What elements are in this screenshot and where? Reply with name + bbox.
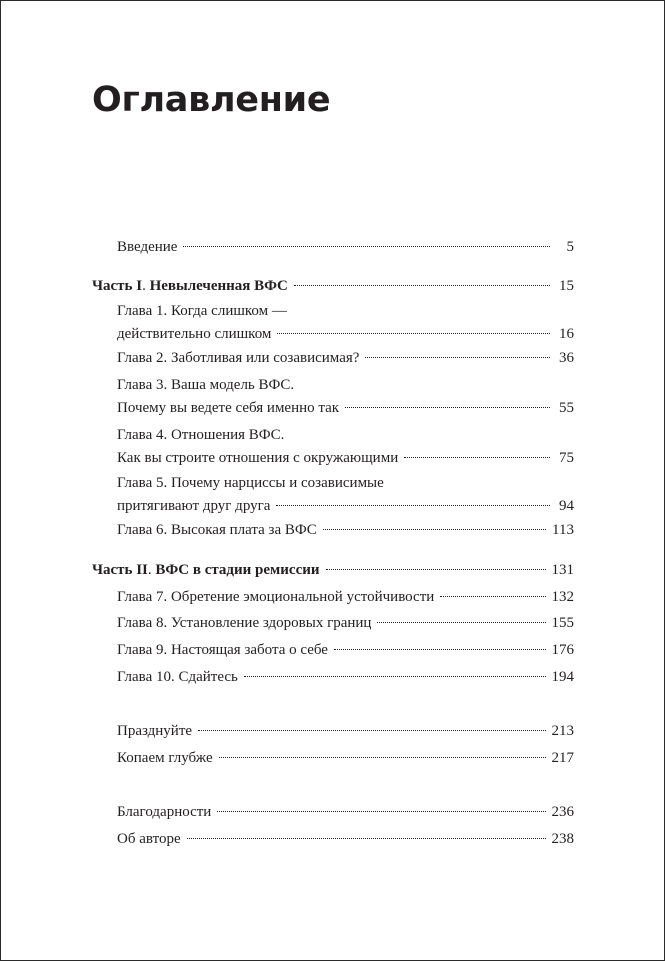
dot-leader xyxy=(183,246,550,247)
dot-leader xyxy=(276,505,550,506)
toc-entry-title: Введение xyxy=(117,239,178,255)
toc-entry-chapter-3[interactable] xyxy=(117,374,574,420)
part-name: Невылеченная ВФС xyxy=(149,278,288,294)
dot-leader xyxy=(187,838,546,839)
toc-page-number: 194 xyxy=(551,669,574,685)
part-label: Часть I xyxy=(92,278,143,294)
part-label: Часть II xyxy=(92,562,148,578)
toc-page-number: 16 xyxy=(559,326,574,342)
dot-leader xyxy=(440,596,545,597)
toc-page-number: 155 xyxy=(551,615,574,631)
toc-page-number: 213 xyxy=(551,723,574,739)
toc-entry-title-line: Глава 4. Отношения ВФС. xyxy=(117,427,285,443)
toc-page-number: 238 xyxy=(551,831,574,847)
toc-entry-chapter-1[interactable] xyxy=(117,300,574,346)
toc-entry-chapter-5[interactable] xyxy=(117,472,574,518)
toc-part-1[interactable] xyxy=(92,275,574,298)
toc-entry-title: Глава 8. Установление здоровых границ xyxy=(117,615,372,631)
toc-entry-chapter-2[interactable] xyxy=(117,347,574,370)
toc-entry-chapter-8[interactable] xyxy=(117,612,574,635)
toc-entry-chapter-9[interactable] xyxy=(117,639,574,662)
toc-entry-dig-deeper[interactable] xyxy=(117,747,574,770)
dot-leader xyxy=(277,333,550,334)
toc-entry-title: Об авторе xyxy=(117,831,181,847)
toc-page-number: 176 xyxy=(551,642,574,658)
toc-entry-chapter-6[interactable] xyxy=(117,519,574,542)
part-name: ВФС в стадии ремиссии xyxy=(155,562,320,578)
toc-entry-title: Глава 9. Настоящая забота о себе xyxy=(117,642,328,658)
toc-entry-title-line: Как вы строите отношения с окружающими xyxy=(117,450,399,466)
toc-entry-celebrate[interactable] xyxy=(117,720,574,743)
dot-leader xyxy=(323,529,546,530)
toc-entry-acknowledgements[interactable] xyxy=(117,801,574,824)
toc-page-number: 131 xyxy=(551,562,574,578)
toc-entry-title: Глава 7. Обретение эмоциональной устойчивости xyxy=(117,589,435,605)
toc-entry-title-line: действительно слишком xyxy=(117,326,272,342)
toc-entry-title-line: Почему вы ведете себя именно так xyxy=(117,400,340,416)
toc-page-number: 36 xyxy=(559,350,574,366)
toc-page-number: 75 xyxy=(559,450,574,466)
toc-entry-chapter-7[interactable] xyxy=(117,586,574,609)
dot-leader xyxy=(377,622,545,623)
toc-entry-title-line: Глава 5. Почему нарциссы и созависимые xyxy=(117,475,384,491)
dot-leader xyxy=(217,811,545,812)
toc-entry-about-author[interactable] xyxy=(117,828,574,851)
toc-page-number: 5 xyxy=(566,239,574,255)
page-title: Оглавление xyxy=(92,80,331,120)
toc-entry-title: Глава 6. Высокая плата за ВФС xyxy=(117,522,317,538)
dot-leader xyxy=(404,457,550,458)
toc-entry-title: Благодарности xyxy=(117,804,212,820)
toc-page-number: 113 xyxy=(552,522,574,538)
toc-page-number: 217 xyxy=(551,750,574,766)
toc-entry-title-line: притягивают друг друга xyxy=(117,498,271,514)
toc-entry-chapter-10[interactable] xyxy=(117,666,574,689)
toc-entry-title: Празднуйте xyxy=(117,723,193,739)
toc-page-number: 15 xyxy=(559,278,574,294)
dot-leader xyxy=(345,407,550,408)
toc-entry-chapter-4[interactable] xyxy=(117,424,574,470)
part-separator: . xyxy=(147,562,152,578)
dot-leader xyxy=(198,730,545,731)
toc-page-number: 132 xyxy=(551,589,574,605)
dot-leader xyxy=(365,357,550,358)
dot-leader xyxy=(244,676,546,677)
dot-leader xyxy=(334,649,546,650)
toc-entry-title: Глава 10. Сдайтесь xyxy=(117,669,238,685)
toc-part-2[interactable] xyxy=(92,559,574,582)
part-separator: . xyxy=(142,278,146,294)
toc-entry-intro[interactable] xyxy=(117,236,574,259)
toc-page-number: 94 xyxy=(559,498,574,514)
part-heading xyxy=(92,559,320,582)
dot-leader xyxy=(326,569,546,570)
dot-leader xyxy=(219,757,546,758)
toc-page-number: 236 xyxy=(551,804,574,820)
toc-entry-title-line: Глава 3. Ваша модель ВФС. xyxy=(117,377,295,393)
toc-page-number: 55 xyxy=(559,400,574,416)
toc-entry-title-line: Глава 1. Когда слишком — xyxy=(117,303,287,319)
dot-leader xyxy=(294,285,550,286)
toc-entry-title: Копаем глубже xyxy=(117,750,213,766)
part-heading xyxy=(92,275,288,298)
toc-entry-title: Глава 2. Заботливая или созависимая? xyxy=(117,350,360,366)
